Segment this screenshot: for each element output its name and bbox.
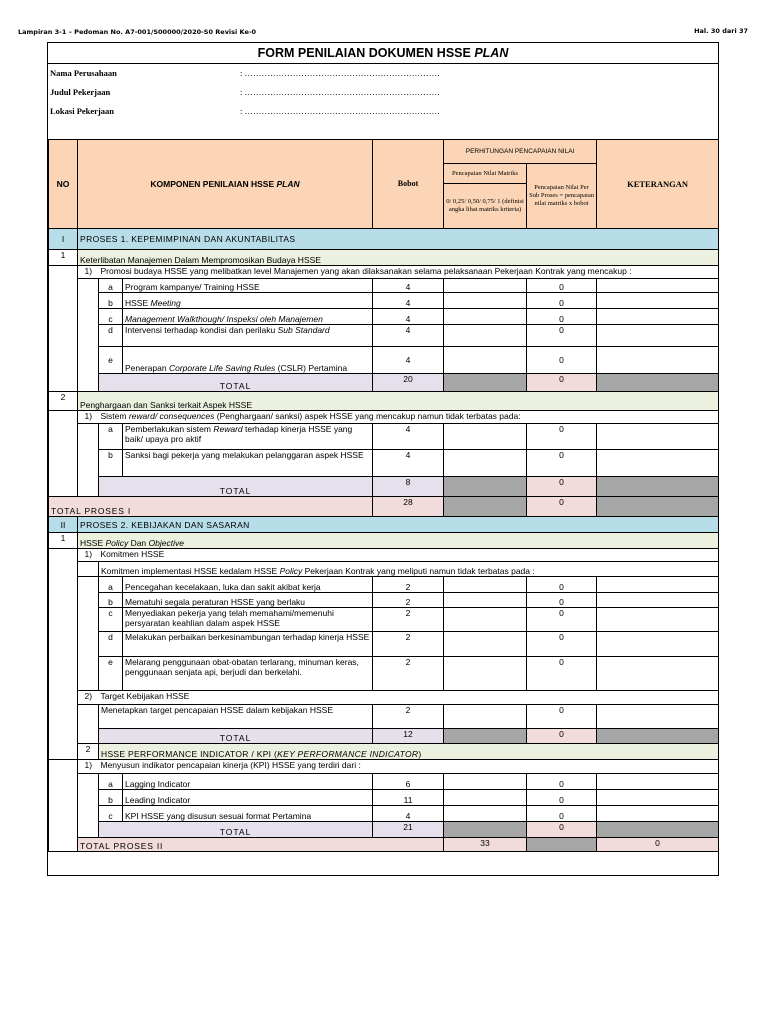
row-letter: d [99, 632, 123, 657]
proses-total-bobot: 33 [444, 838, 527, 852]
row-matriks-input[interactable] [444, 657, 527, 691]
row-letter: b [99, 790, 123, 806]
section-title: HSSE Policy Dan Objective [78, 533, 719, 549]
row-value: 0 [527, 293, 597, 309]
item-title: Komitmen HSSE [99, 549, 719, 562]
row-value: 0 [527, 279, 597, 293]
row-keterangan[interactable] [597, 293, 719, 309]
row-value: 0 [527, 593, 597, 608]
row-value: 0 [527, 806, 597, 822]
row-value: 0 [527, 577, 597, 593]
item-number: 1) [78, 549, 99, 562]
row-matriks-input[interactable] [444, 577, 527, 593]
row-bobot: 2 [373, 577, 444, 593]
row-keterangan[interactable] [597, 424, 719, 450]
section-number: 2 [78, 744, 99, 760]
section-total-bobot: 8 [373, 477, 444, 497]
row-keterangan[interactable] [597, 593, 719, 608]
col-komponen: KOMPONEN PENILAIAN HSSE PLAN [78, 140, 373, 229]
row-value: 0 [527, 632, 597, 657]
section-total-value: 0 [527, 374, 597, 392]
row-keterangan[interactable] [597, 325, 719, 347]
section-title: Penghargaan dan Sanksi terkait Aspek HSSE [78, 392, 719, 411]
row-keterangan[interactable] [597, 608, 719, 632]
row-matriks-input[interactable] [444, 790, 527, 806]
row-matriks-input[interactable] [444, 705, 527, 729]
row-value: 0 [527, 309, 597, 325]
row-letter: e [99, 657, 123, 691]
row-bobot: 11 [373, 790, 444, 806]
row-bobot: 2 [373, 593, 444, 608]
row-text: Pencegahan kecelakaan, luka dan sakit akibat kerja [123, 577, 373, 593]
assessment-table [48, 139, 719, 852]
document-reference: Lampiran 3-1 – Pedoman No. A7-001/S00000/2020-S0 Revisi Ke-0 [18, 28, 257, 36]
row-keterangan[interactable] [597, 279, 719, 293]
item-number: 1) [78, 760, 99, 774]
item-text: Sistem reward/ consequences (Penghargaan/ sanksi) aspek HSSE yang mencakup namun tidak terbatas pada: [99, 411, 719, 424]
row-matriks-input[interactable] [444, 279, 527, 293]
row-keterangan[interactable] [597, 774, 719, 790]
section-total-value: 0 [527, 729, 597, 744]
row-value: 0 [527, 450, 597, 477]
col-pencapaian-matriks: Pencapaian Nilai Matriks [444, 164, 527, 184]
info-label-location: Lokasi Pekerjaan [50, 106, 114, 116]
row-text: Program kampanye/ Training HSSE [123, 279, 373, 293]
item-title: Target Kebijakan HSSE [99, 691, 719, 705]
section-title: Keterlibatan Manajemen Dalam Mempromosikan Budaya HSSE [78, 250, 719, 266]
row-bobot: 6 [373, 774, 444, 790]
section-total-label: TOTAL [99, 822, 373, 838]
row-text: Mematuhi segala peraturan HSSE yang berlaku [123, 593, 373, 608]
section-number: 1 [49, 533, 78, 549]
proses-number: I [49, 229, 78, 250]
row-text: Melakukan perbaikan berkesinambungan terhadap kinerja HSSE [123, 632, 373, 657]
info-value-location[interactable]: : …………………………………………………………… [240, 106, 440, 116]
row-bobot: 4 [373, 806, 444, 822]
proses-total-value: 0 [597, 838, 719, 852]
row-letter: b [99, 593, 123, 608]
col-no: NO [49, 140, 78, 229]
row-text: Sanksi bagi pekerja yang melakukan pelanggaran aspek HSSE [123, 450, 373, 477]
row-matriks-input[interactable] [444, 608, 527, 632]
row-bobot: 4 [373, 450, 444, 477]
row-matriks-input[interactable] [444, 325, 527, 347]
item-text: Promosi budaya HSSE yang melibatkan level Manajemen yang akan dilaksanakan selama pelaksanaan Pekerjaan Kontrak yang mencakup : [99, 266, 719, 279]
row-bobot: 4 [373, 424, 444, 450]
row-bobot: 2 [373, 632, 444, 657]
section-title: HSSE PERFORMANCE INDICATOR / KPI (KEY PERFORMANCE INDICATOR) [99, 744, 719, 760]
row-keterangan[interactable] [597, 347, 719, 374]
row-bobot: 2 [373, 608, 444, 632]
row-keterangan[interactable] [597, 790, 719, 806]
item-number: 2) [78, 691, 99, 705]
info-value-company[interactable]: : …………………………………………………………… [240, 68, 440, 78]
row-text: Menyediakan pekerja yang telah memahami/memenuhi persyaratan keahlian dalam aspek HSSE [123, 608, 373, 632]
row-keterangan[interactable] [597, 450, 719, 477]
section-number: 2 [49, 392, 78, 411]
row-text: Lagging Indicator [123, 774, 373, 790]
page-number: Hal. 30 dari 37 [694, 27, 748, 35]
section-total-label: TOTAL [99, 729, 373, 744]
proses-number: II [49, 517, 78, 533]
section-total-label: TOTAL [99, 477, 373, 497]
item-number: 1) [78, 411, 99, 424]
row-letter: a [99, 577, 123, 593]
proses-title: PROSES 2. KEBIJAKAN DAN SASARAN [78, 517, 719, 533]
row-bobot: 4 [373, 325, 444, 347]
row-value: 0 [527, 657, 597, 691]
row-matriks-input[interactable] [444, 293, 527, 309]
item-text: Menyusun indikator pencapaian kinerja (KPI) HSSE yang terdiri dari : [99, 760, 719, 774]
proses-total-label: TOTAL PROSES II [78, 838, 444, 852]
row-text: Leading Indicator [123, 790, 373, 806]
row-text: HSSE Meeting [123, 293, 373, 309]
row-matriks-input[interactable] [444, 593, 527, 608]
row-matriks-input[interactable] [444, 774, 527, 790]
col-keterangan: KETERANGAN [597, 140, 719, 229]
row-text: Penerapan Corporate Life Saving Rules (CSLR) Pertamina [123, 347, 373, 374]
row-bobot: 4 [373, 279, 444, 293]
row-keterangan[interactable] [597, 309, 719, 325]
item-text: Komitmen implementasi HSSE kedalam HSSE Policy Pekerjaan Kontrak yang meliputi namun tidak terbatas pada : [99, 562, 719, 577]
row-text: Management Walkthough/ Inspeksi oleh Manajemen [123, 309, 373, 325]
section-total-label: TOTAL [99, 374, 373, 392]
proses-total-label: TOTAL PROSES I [49, 497, 373, 517]
section-total-bobot: 20 [373, 374, 444, 392]
row-value: 0 [527, 347, 597, 374]
item-number: 1) [78, 266, 99, 279]
row-text: KPI HSSE yang disusun sesuai format Pertamina [123, 806, 373, 822]
row-value: 0 [527, 705, 597, 729]
section-total-bobot: 12 [373, 729, 444, 744]
row-keterangan[interactable] [597, 806, 719, 822]
row-letter: c [99, 608, 123, 632]
row-bobot: 4 [373, 293, 444, 309]
section-number: 1 [49, 250, 78, 266]
row-text: Melarang penggunaan obat-obatan terlarang, minuman keras, penggunaan senjata api, berjudi dan berkelahi. [123, 657, 373, 691]
col-matriks-scale: 0/ 0,25/ 0,50/ 0,75/ 1 (definisi angka lihat matriks kriteria) [444, 184, 527, 229]
row-letter: a [99, 424, 123, 450]
row-value: 0 [527, 774, 597, 790]
info-label-company: Nama Perusahaan [50, 68, 117, 78]
proses-total-value: 0 [527, 497, 597, 517]
row-keterangan[interactable] [597, 657, 719, 691]
row-letter: b [99, 450, 123, 477]
proses-title: PROSES 1. KEPEMIMPINAN DAN AKUNTABILITAS [78, 229, 719, 250]
row-keterangan[interactable] [597, 577, 719, 593]
row-letter: a [99, 279, 123, 293]
row-value: 0 [527, 325, 597, 347]
row-matriks-input[interactable] [444, 450, 527, 477]
form-title: FORM PENILAIAN DOKUMEN HSSE PLAN [48, 43, 718, 64]
row-letter: e [99, 347, 123, 374]
row-text: Menetapkan target pencapaian HSSE dalam kebijakan HSSE [99, 705, 373, 729]
form-frame [47, 42, 719, 876]
row-letter: a [99, 774, 123, 790]
col-bobot: Bobot [373, 140, 444, 229]
row-matriks-input[interactable] [444, 806, 527, 822]
info-label-job: Judul Pekerjaan [50, 87, 111, 97]
row-value: 0 [527, 790, 597, 806]
section-total-value: 0 [527, 822, 597, 838]
row-matriks-input[interactable] [444, 424, 527, 450]
section-total-bobot: 21 [373, 822, 444, 838]
info-value-job[interactable]: : …………………………………………………………… [240, 87, 440, 97]
row-keterangan[interactable] [597, 632, 719, 657]
row-value: 0 [527, 608, 597, 632]
row-letter: b [99, 293, 123, 309]
row-bobot: 4 [373, 347, 444, 374]
row-bobot: 2 [373, 705, 444, 729]
row-value: 0 [527, 424, 597, 450]
row-bobot: 4 [373, 309, 444, 325]
row-letter: d [99, 325, 123, 347]
row-text: Pemberlakukan sistem Reward terhadap kinerja HSSE yang baik/ upaya pro aktif [123, 424, 373, 450]
row-matriks-input[interactable] [444, 632, 527, 657]
col-perhitungan: PERHITUNGAN PENCAPAIAN NILAI [444, 140, 597, 164]
row-letter: c [99, 806, 123, 822]
row-text: Intervensi terhadap kondisi dan perilaku Sub Standard [123, 325, 373, 347]
col-pencapaian-subproses: Pencapaian Nilai Per Sub Proses = pencapaian nilai matriks x bobot [527, 164, 597, 229]
row-matriks-input[interactable] [444, 347, 527, 374]
row-keterangan[interactable] [597, 705, 719, 729]
proses-total-bobot: 28 [373, 497, 444, 517]
row-letter: c [99, 309, 123, 325]
section-total-value: 0 [527, 477, 597, 497]
row-matriks-input[interactable] [444, 309, 527, 325]
row-bobot: 2 [373, 657, 444, 691]
